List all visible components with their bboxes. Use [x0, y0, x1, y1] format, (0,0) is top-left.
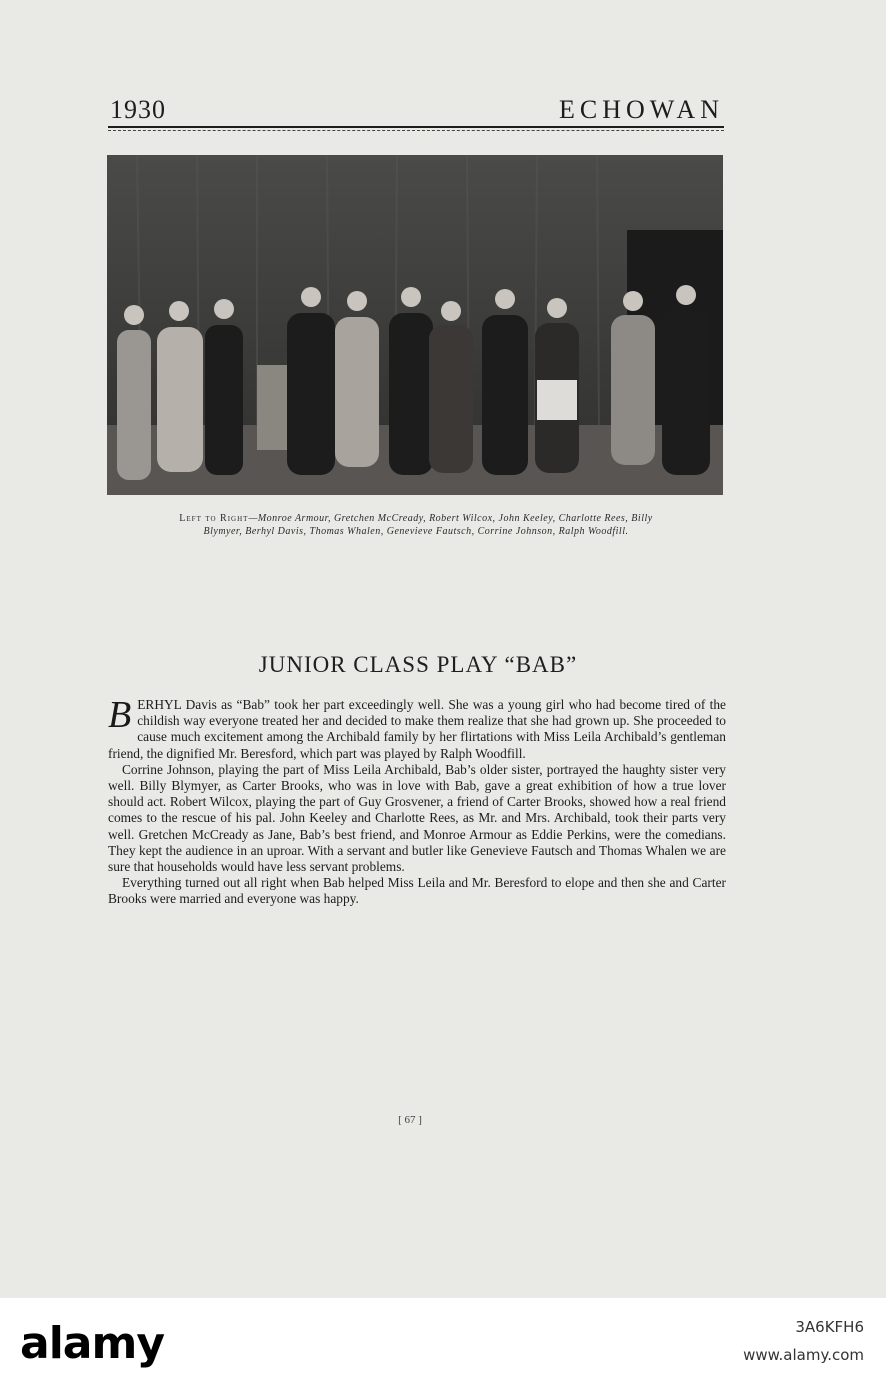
cast-photo — [107, 155, 723, 495]
watermark-url: www.alamy.com — [743, 1346, 864, 1364]
article-title: JUNIOR CLASS PLAY “BAB” — [258, 652, 578, 677]
article-paragraph-3: Everything turned out all right when Bab helped Miss Leila and Mr. Beresford to elope and then she and Carter Brooks were married and everyone was happy. — [108, 875, 726, 907]
page-number: [ 67 ] — [398, 1114, 422, 1126]
article-paragraph-2: Corrine Johnson, playing the part of Miss Leila Archibald, Bab’s older sister, portrayed the haughty sister very well. Billy Blymyer, as Carter Brooks, who was in love with Bab, gave a great exhibition of how a true lover should act. Robert Wilcox, playing the part of Guy Grosvener, a friend of Carter Brooks, showed how a real friend comes to the rescue of his pal. John Keeley and Charlotte Rees, as Mr. and Mrs. Archibald, took their parts very well. Gretchen McCready as Jane, Bab’s best friend, and Monroe Armour as Eddie Perkins, were the comedians. They kept the audience in an uproar. With a servant and butler like Genevieve Fautsch and Thomas Whalen we are sure that households would have less servant problems. — [108, 761, 726, 875]
watermark-logo: alamy — [20, 1318, 164, 1369]
drop-cap: B — [108, 694, 132, 736]
caption-lead: Left to Right — [179, 513, 249, 524]
article-paragraph-1 — [108, 694, 726, 762]
header-rule-ornament — [108, 130, 724, 131]
photo-caption — [105, 512, 727, 538]
header-rule — [108, 126, 724, 128]
article-body — [108, 694, 726, 908]
header-title: ECHOWAN — [559, 95, 724, 124]
caption-line-2: Blymyer, Berhyl Davis, Thomas Whalen, Genevieve Fautsch, Corrine Johnson, Ralph Woodfill. — [203, 526, 629, 537]
cast-photo-image — [107, 155, 723, 495]
header-year: 1930 — [110, 95, 166, 124]
caption-line-1: —Monroe Armour, Gretchen McCready, Robert Wilcox, John Keeley, Charlotte Rees, Billy — [248, 513, 653, 524]
paragraph-1-text: ERHYL Davis as “Bab” took her part exceedingly well. She was a young girl who had become tired of the childish way everyone treated her and decided to make them realize that she had grown up. She proceeded to cause much excitement among the Archibald family by her flirtations with Miss Leila Archibald’s gentleman friend, the dignified Mr. Beresford, which part was played by Ralph Woodfill. — [108, 697, 726, 761]
watermark-image-id: 3A6KFH6 — [795, 1318, 864, 1336]
